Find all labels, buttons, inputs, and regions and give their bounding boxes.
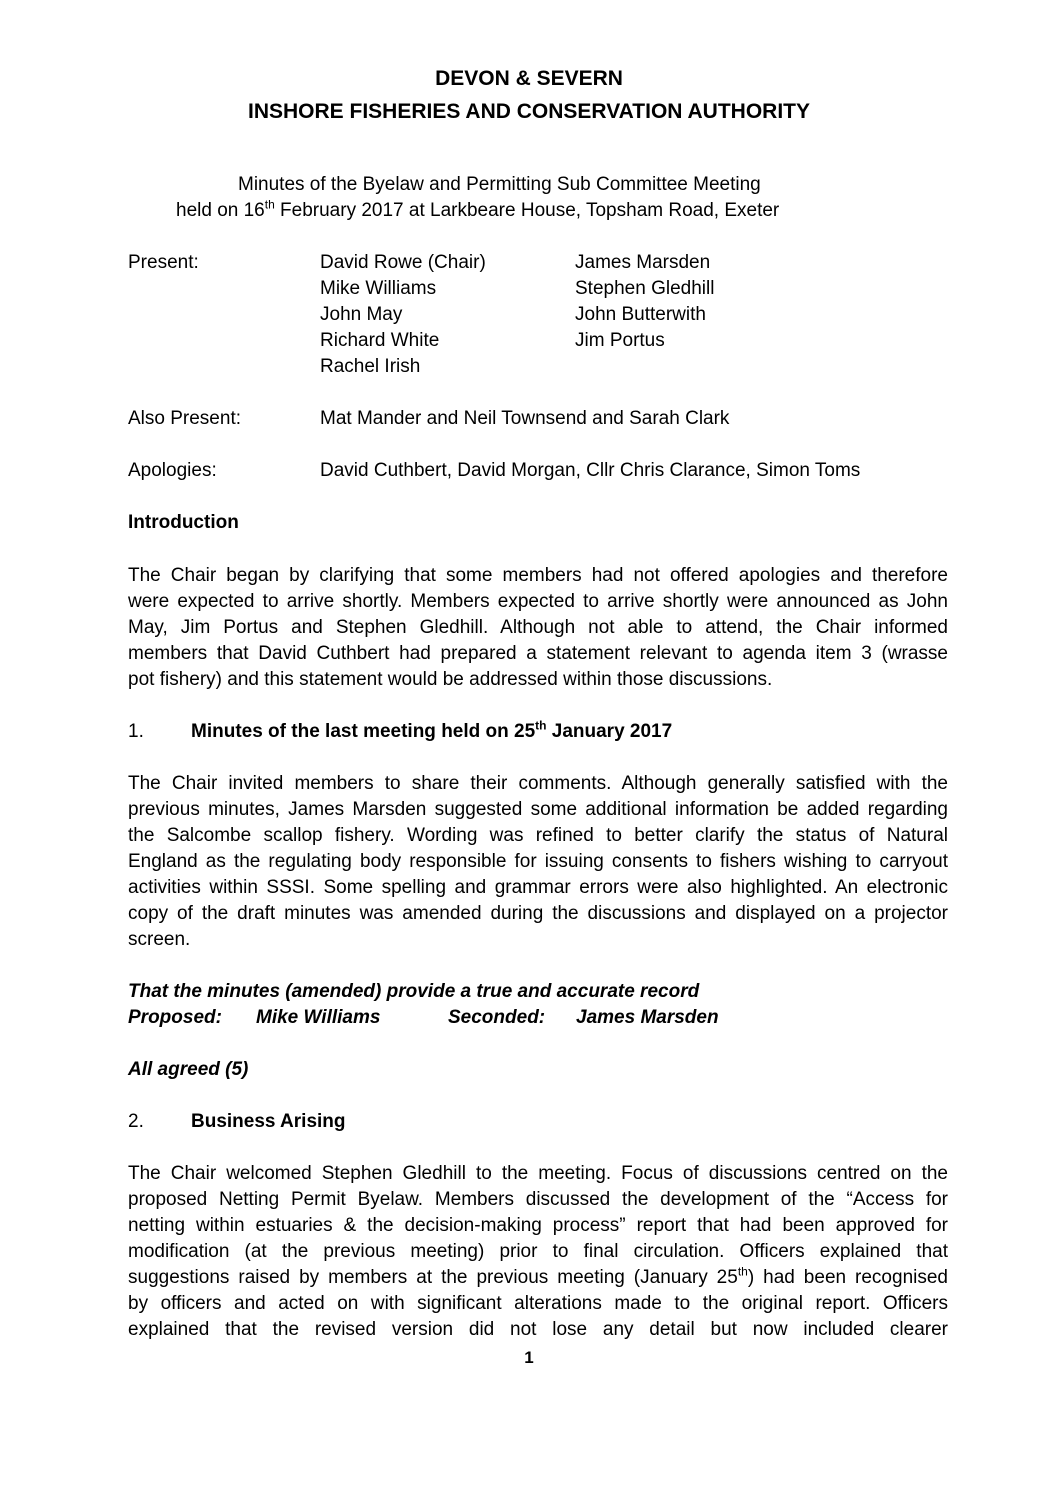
- section2-line: The Chair welcomed Stephen Gledhill to the meeting. Focus of discussions centred on the: [128, 1163, 948, 1184]
- section2-line: netting within estuaries & the decision-making process” report that had been approved for: [128, 1215, 948, 1236]
- section1-line: England as the regulating body responsible for issuing consents to fishers wishing to carryout: [128, 851, 948, 872]
- intro-line: May, Jim Portus and Stephen Gledhill. Although not able to attend, the Chair informed: [128, 617, 948, 638]
- proposed-value: Mike Williams: [256, 1007, 381, 1028]
- seconded-label: Seconded:: [448, 1007, 546, 1028]
- section1-title: Minutes of the last meeting held on 25th January 2017: [191, 718, 673, 742]
- section1-line: previous minutes, James Marsden suggested some additional information be added regarding: [128, 799, 948, 820]
- seconded-value: James Marsden: [576, 1007, 719, 1028]
- section1-line: the Salcombe scallop fishery. Wording was refined to better clarify the status of Natural: [128, 825, 948, 846]
- intro-line: The Chair began by clarifying that some members had not offered apologies and therefore: [128, 565, 948, 586]
- section1-line: copy of the draft minutes was amended during the discussions and displayed on a projector: [128, 903, 948, 924]
- apologies-label: Apologies:: [128, 460, 217, 481]
- section2-line: explained that the revised version did not lose any detail but now included clearer: [128, 1319, 948, 1340]
- present-name: Jim Portus: [575, 330, 665, 351]
- present-name: David Rowe (Chair): [320, 252, 486, 273]
- intro-line: pot fishery) and this statement would be addressed within those discussions.: [128, 669, 773, 690]
- present-name: John May: [320, 304, 403, 325]
- present-name: Stephen Gledhill: [575, 278, 715, 299]
- section1-line: activities within SSSI. Some spelling and grammar errors were also highlighted. An electronic: [128, 877, 948, 898]
- meeting-date-location: held on 16th February 2017 at Larkbeare House, Topsham Road, Exeter: [176, 197, 780, 221]
- resolution-text: That the minutes (amended) provide a true and accurate record: [128, 981, 700, 1002]
- intro-heading: Introduction: [128, 512, 239, 533]
- present-label: Present:: [128, 252, 199, 273]
- section1-line: The Chair invited members to share their comments. Although generally satisfied with the: [128, 773, 948, 794]
- proposed-label: Proposed:: [128, 1007, 222, 1028]
- present-name: Mike Williams: [320, 278, 437, 299]
- section1-line: screen.: [128, 929, 191, 950]
- section2-line: suggestions raised by members at the previous meeting (January 25th) had been recognised: [128, 1264, 948, 1288]
- section1-number: 1.: [128, 721, 144, 742]
- also-present-label: Also Present:: [128, 408, 241, 429]
- vote-result: All agreed (5): [128, 1059, 249, 1080]
- section2-line: by officers and acted on with significant alterations made to the original report. Officers: [128, 1293, 948, 1314]
- present-name: James Marsden: [575, 252, 711, 273]
- present-name: John Butterwith: [575, 304, 706, 325]
- apologies-value: David Cuthbert, David Morgan, Cllr Chris Clarance, Simon Toms: [320, 460, 861, 481]
- section2-line: modification (at the previous meeting) prior to final circulation. Officers explained that: [128, 1241, 948, 1262]
- intro-line: members that David Cuthbert had prepared a statement relevant to agenda item 3 (wrasse: [128, 643, 948, 664]
- meeting-title: Minutes of the Byelaw and Permitting Sub Committee Meeting: [238, 174, 761, 195]
- present-name: Rachel Irish: [320, 356, 421, 377]
- section2-line: proposed Netting Permit Byelaw. Members discussed the development of the “Access for: [128, 1189, 948, 1210]
- section2-title: Business Arising: [191, 1111, 346, 1132]
- also-present-value: Mat Mander and Neil Townsend and Sarah Clark: [320, 408, 730, 429]
- section2-number: 2.: [128, 1111, 144, 1132]
- present-name: Richard White: [320, 330, 440, 351]
- org-title-line1: DEVON & SEVERN: [435, 67, 623, 90]
- intro-line: were expected to arrive shortly. Members expected to arrive shortly were announced as John: [128, 591, 948, 612]
- org-title-line2: INSHORE FISHERIES AND CONSERVATION AUTHORITY: [248, 100, 810, 123]
- page-number: 1: [524, 1348, 534, 1367]
